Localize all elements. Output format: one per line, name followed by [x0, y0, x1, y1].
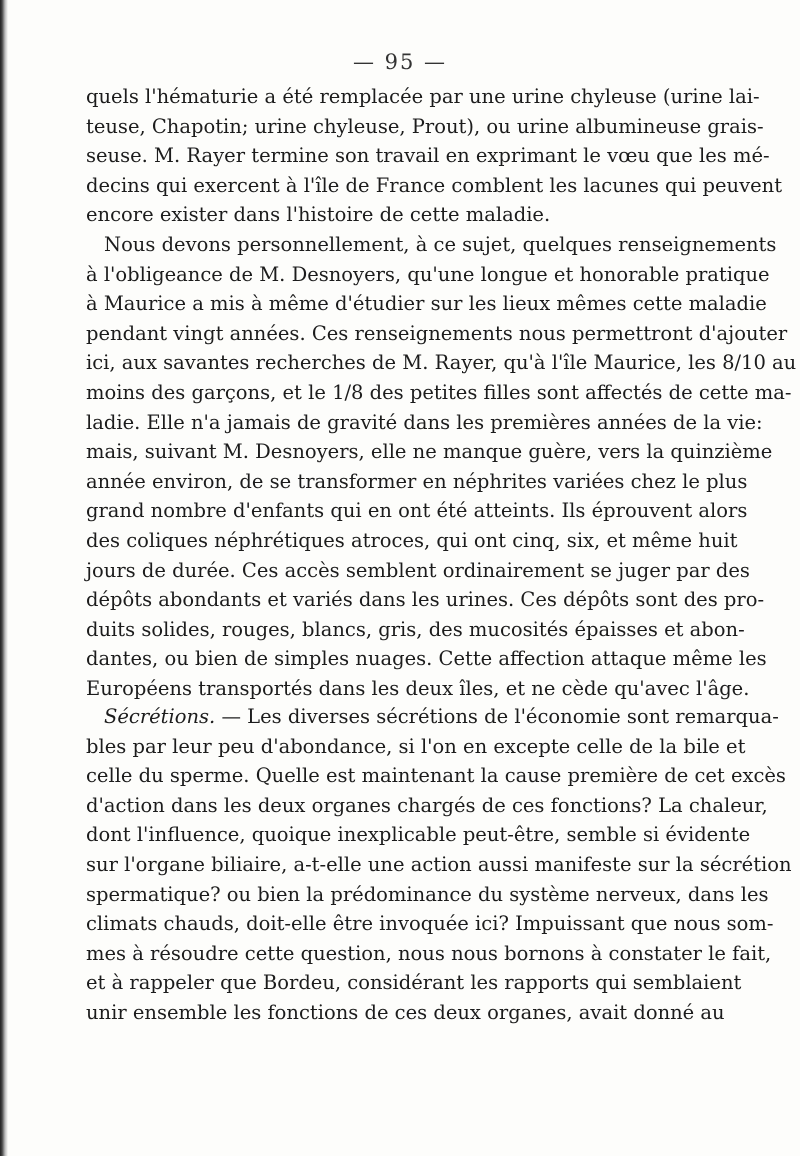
- text-line: bles par leur peu d'abondance, si l'on en excepte celle de la bile et: [86, 734, 746, 758]
- binding-edge: [0, 0, 8, 1156]
- text-line: encore exister dans l'histoire de cette maladie.: [86, 203, 551, 227]
- text-line: climats chauds, doit-elle être invoquée ici? Impuissant que nous som-: [86, 912, 774, 936]
- text-line: grand nombre d'enfants qui en ont été atteints. Ils éprouvent alors: [86, 499, 748, 523]
- text-line: dantes, ou bien de simples nuages. Cette affection attaque même les: [86, 647, 767, 671]
- paragraph-1: [86, 82, 783, 230]
- text-line: dépôts abondants et variés dans les urines. Ces dépôts sont des pro-: [86, 588, 765, 612]
- text-line: pendant vingt années. Ces renseignements nous permettront d'ajouter: [86, 321, 788, 345]
- text-line: Nous devons personnellement, à ce sujet, quelques renseignements: [104, 233, 777, 256]
- text-line: mais, suivant M. Desnoyers, elle ne manque guère, vers la quinzième: [86, 440, 773, 464]
- page-number: — 95 —: [352, 50, 448, 74]
- text-line: dont l'influence, quoique inexplicable peut-être, semble si évidente: [86, 823, 751, 847]
- text-line: duits solides, rouges, blancs, gris, des mucosités épaisses et abon-: [86, 617, 745, 641]
- text-line: année environ, de se transformer en néphrites variées chez le plus: [86, 469, 748, 493]
- text-line: à l'obligeance de M. Desnoyers, qu'une longue et honorable pratique: [86, 262, 770, 286]
- paragraph-2: [86, 230, 797, 704]
- paragraph-3: [86, 702, 792, 1028]
- text-line: [86, 702, 779, 732]
- text-line-rest: — Les diverses sécrétions de l'économie sont remarqua-: [215, 705, 779, 728]
- text-line: mes à résoudre cette question, nous nous bornons à constater le fait,: [86, 941, 772, 965]
- text-line: jours de durée. Ces accès semblent ordinairement se juger par des: [86, 558, 750, 582]
- text-line: d'action dans les deux organes chargés de ces fonctions? La chaleur,: [86, 793, 768, 817]
- text-line: sur l'organe biliaire, a-t-elle une action aussi manifeste sur la sécrétion: [86, 852, 792, 876]
- text-line: et à rappeler que Bordeu, considérant les rapports qui semblaient: [86, 971, 742, 995]
- text-line: unir ensemble les fonctions de ces deux organes, avait donné au: [86, 1000, 725, 1024]
- text-line: decins qui exercent à l'île de France comblent les lacunes qui peuvent: [86, 173, 783, 197]
- text-line: seuse. M. Rayer termine son travail en exprimant le vœu que les mé-: [86, 144, 770, 168]
- text-line: spermatique? ou bien la prédominance du système nerveux, dans les: [86, 882, 769, 906]
- text-line: quels l'hématurie a été remplacée par une urine chyleuse (urine lai-: [86, 85, 760, 108]
- text-line: celle du sperme. Quelle est maintenant la cause première de cet excès: [86, 764, 786, 788]
- text-line: ici, aux savantes recherches de M. Rayer, qu'à l'île Maurice, les 8/10 au: [86, 351, 797, 375]
- text-line: à Maurice a mis à même d'étudier sur les lieux mêmes cette maladie: [86, 292, 767, 316]
- text-line: Européens transportés dans les deux îles, et ne cède qu'avec l'âge.: [86, 676, 750, 700]
- text-line: ladie. Elle n'a jamais de gravité dans les premières années de la vie:: [86, 410, 763, 434]
- section-heading-secretions: Sécrétions.: [104, 705, 216, 728]
- text-line: teuse, Chapotin; urine chyleuse, Prout), ou urine albumineuse grais-: [86, 114, 764, 138]
- text-line: moins des garçons, et le 1/8 des petites filles sont affectés de cette ma-: [86, 380, 792, 404]
- text-line: des coliques néphrétiques atroces, qui ont cinq, six, et même huit: [86, 528, 738, 552]
